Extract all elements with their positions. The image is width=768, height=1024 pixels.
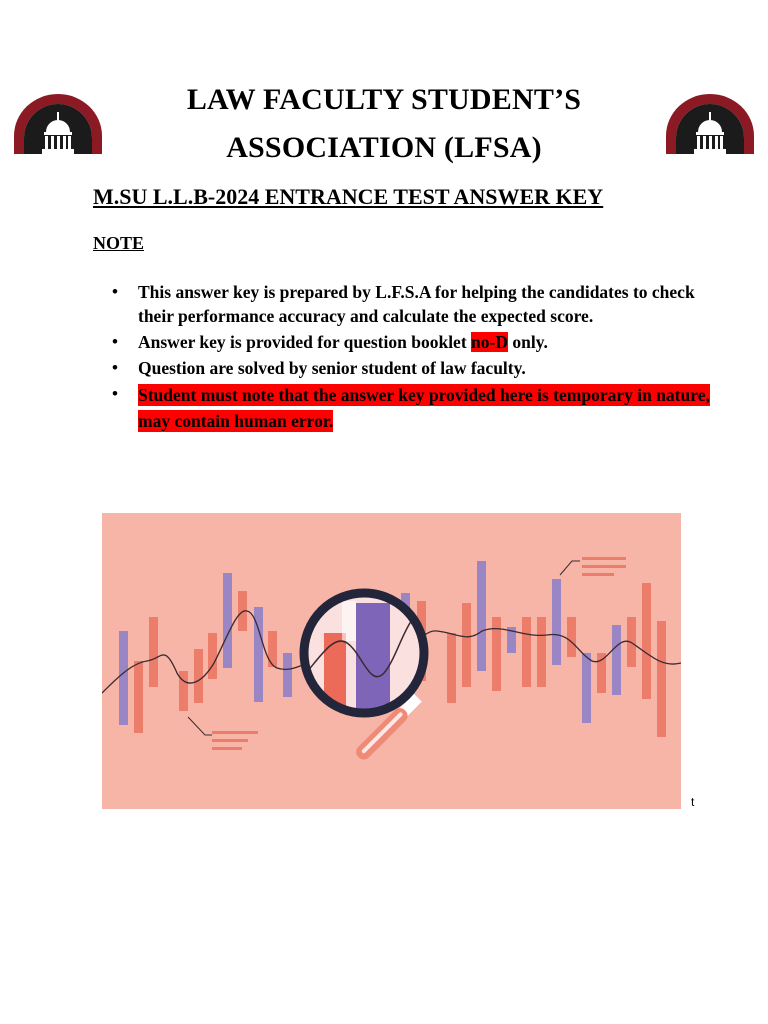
note-item: • Answer key is provided for question booklet no-D only. xyxy=(112,330,722,354)
note-heading: NOTE xyxy=(93,233,145,253)
stray-character: t xyxy=(691,795,695,809)
note-item: • This answer key is prepared by L.F.S.A for helping the candidates to check their performance accuracy and calculate the expected score. xyxy=(112,280,722,328)
title-line-2: ASSOCIATION (LFSA) xyxy=(226,131,542,164)
university-dome-logo xyxy=(664,92,756,154)
note-item: • Question are solved by senior student of law faculty. xyxy=(112,356,722,380)
booklet-highlight: no-D xyxy=(471,332,508,352)
page-title xyxy=(130,76,638,172)
university-dome-logo xyxy=(12,92,104,154)
title-line-1: LAW FACULTY STUDENT’S xyxy=(186,83,582,116)
note-item-warning: • Student must note that the answer key provided here is temporary in nature, may contain human error. xyxy=(112,382,722,434)
magnifier-chart-illustration xyxy=(102,513,681,809)
document-subtitle: M.SU L.L.B-2024 ENTRANCE TEST ANSWER KEY xyxy=(93,184,604,209)
note-list xyxy=(112,280,722,436)
